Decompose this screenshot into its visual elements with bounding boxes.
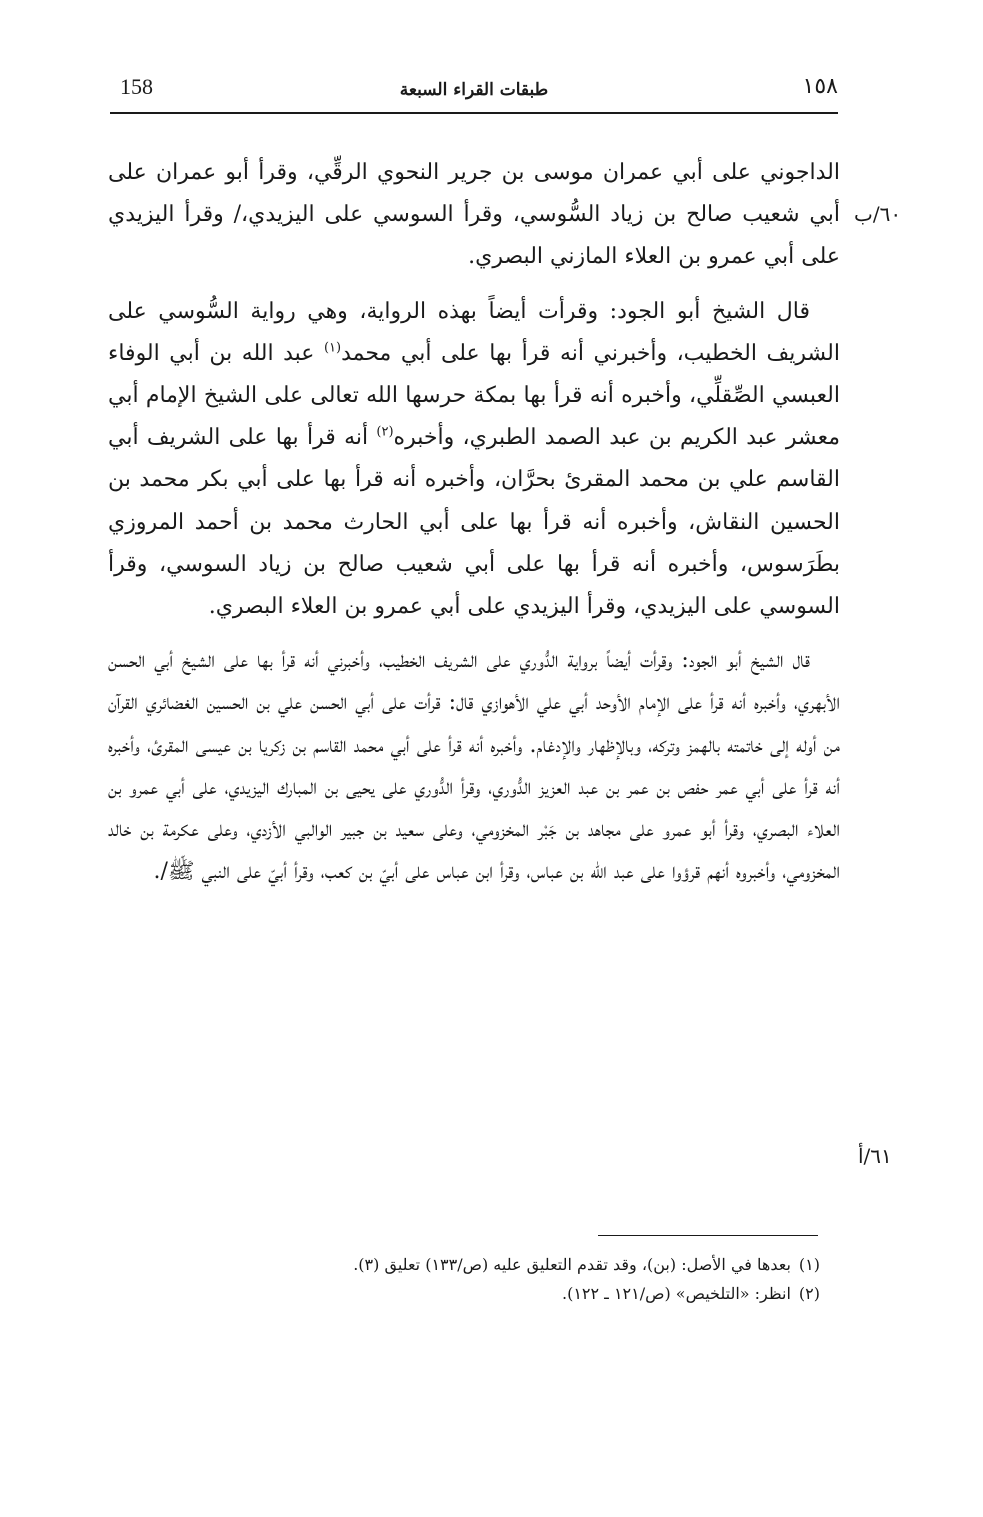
- footnote-ref[interactable]: (٢): [376, 424, 394, 440]
- paragraph: [108, 291, 840, 629]
- footnote-text: بعدها في الأصل: (بن)، وقد تقدم التعليق عليه (ص/١٣٣) تعليق (٣).: [353, 1255, 791, 1274]
- footnote-rule: [598, 1235, 818, 1236]
- footnote-ref[interactable]: (١): [323, 340, 342, 356]
- footnote: [300, 1250, 820, 1279]
- text-run: أنه قرأ بها على الشريف أبي القاسم علي بن محمد المقرئ بحرَّان، وأخبره أنه قرأ بها على أبي بكر محمد بن الحسين النقاش، وأخبره أنه قرأ بها على أبي الحارث محمد بن أحمد المروزي بطَرَسوس، وأخبره أنه قرأ بها على أبي شعيب صالح بن زياد السوسي، وقرأ السوسي على اليزيدي، وقرأ اليزيدي على أبي عمرو بن العلاء البصري.: [108, 425, 840, 620]
- header-rule: [110, 112, 838, 114]
- running-header: [110, 72, 838, 108]
- footnotes: [300, 1250, 820, 1308]
- footnote: [300, 1279, 820, 1308]
- main-text: [108, 152, 840, 905]
- paragraph: قال الشيخ أبو الجود: وقرأت أيضاً برواية الدُّوري على الشريف الخطيب، وأخبرني أنه قرأ بها على الشيخ أبي الحسن الأبهري، وأخبره أنه قرأ على الإمام الأوحد أبي علي الأهوازي قال: قرأت على أبي الحسن علي بن الحسين الغضائري القرآن من أوله إلى خاتمته بالهمز وتركه، وبالإظهار والإدغام. وأخبره أنه قرأ على أبي محمد القاسم بن زكريا بن عيسى المقرئ، وأخبره أنه قرأ على أبي عمر حفص بن عمر بن عبد العزيز الدُّوري، وقرأ الدُّوري على يحيى بن المبارك اليزيدي، على أبي عمرو بن العلاء البصري، وقرأ أبو عمرو على مجاهد بن جَبْر المخزومي، وعلى سعيد بن جبير الوالبي الأزدي، وعلى عكرمة بن خالد المخزومي، وأخبروه أنهم قرؤوا على عبد الله بن عباس، وقرأ ابن عباس على أبيّ بن كعب، وقرأ أبيّ على النبي ﷺ/.: [108, 648, 840, 885]
- footnote-text: انظر: «التلخيص» (ص/١٢١ ـ ١٢٢).: [561, 1284, 791, 1303]
- paragraph: الداجوني على أبي عمران موسى بن جرير النحوي الرقِّي، وقرأ أبو عمران على أبي شعيب صالح بن زياد السُّوسي، وقرأ السوسي على اليزيدي،/ وقرأ اليزيدي على أبي عمرو بن العلاء المازني البصري.: [108, 160, 840, 270]
- text-run: قال الشيخ أبو الجود: وقرأت أيضاً بهذه الرواية، وهي رواية السُّوسي على الشريف الخطيب، وأخبرني أنه قرأ بها على أبي محمد: [108, 298, 840, 366]
- folio-marker: ٦٠/ب: [854, 202, 902, 226]
- page-number-arabic: ١٥٨: [802, 74, 838, 99]
- text-run: عبد الله بن أبي الوفاء العبسي الصِّقلِّي، وأخبره أنه قرأ بها بمكة حرسها الله تعالى على الشيخ الإمام أبي معشر عبد الكريم بن عبد الصمد الطبري، وأخبره: [108, 340, 840, 451]
- folio-marker: ٦١/أ: [858, 1144, 892, 1168]
- page-number-latin: 158: [120, 74, 153, 99]
- footnote-number: (١): [798, 1255, 820, 1274]
- running-title: طبقات القراء السبعة: [399, 80, 549, 100]
- footnote-number: (٢): [798, 1284, 820, 1303]
